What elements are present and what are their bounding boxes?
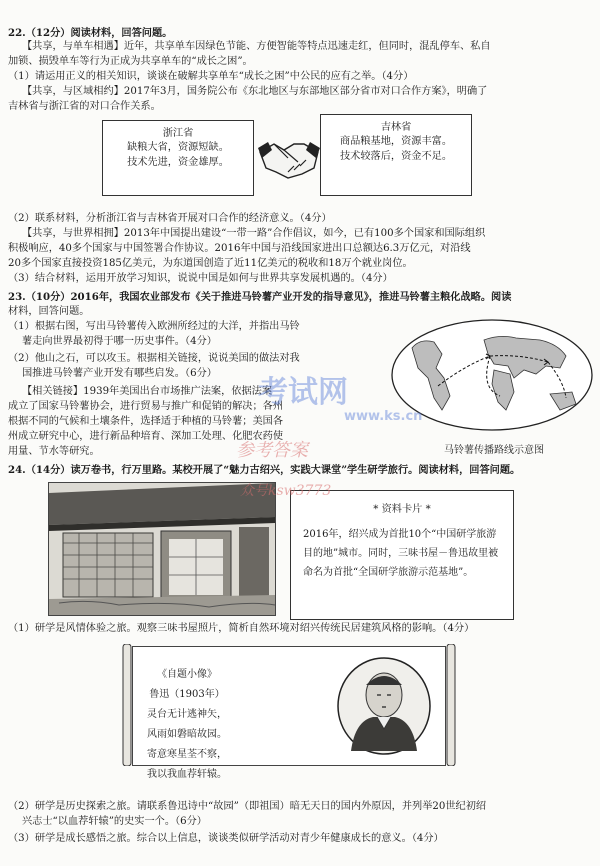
q22-header: 22.（12分）阅读材料，回答问题。 [8,27,173,39]
jilin-box [320,114,472,196]
jilin-line: 技术较落后，资金不足。 [339,150,453,162]
watermark-logo: 考试网 [258,375,348,410]
q23-question-2: 国推进马铃薯产业开发有哪些启发。（6分） [22,368,217,379]
q23-header-cont: 材料，回答问题。 [8,306,90,317]
zhejiang-line: 技术先进，资金雄厚。 [127,156,229,168]
scroll-rod-right [444,644,458,766]
zhejiang-title: 浙江省 [162,128,194,139]
poem-line: 我以我血荐轩辕。 [147,769,227,780]
zhejiang-line: 缺粮大省，资源短缺。 [127,142,229,154]
q22-para: 【共享，与区域相约】2017年3月，国务院公布《东北地区与东部地区部分省市对口合作方案》，明确了 [22,86,488,97]
watermark-url: www.ks.cn [344,409,423,424]
q22-question-2: （2）联系材料，分析浙江省与吉林省开展对口合作的经济意义。（4分） [8,213,332,224]
scroll-rod-left [120,644,134,766]
q23-header: 23.（10分）2016年，我国农业部发布《关于推进马铃薯产业开发的指导意见》，推进马铃薯主粮化战略。阅读 [8,291,512,303]
q24-question-3: （3）研学是成长感悟之旅。综合以上信息，谈谈类似研学活动对青少年健康成长的意义。（4分） [8,833,444,844]
q22-para: 吉林省与浙江省的对口合作关系。 [8,101,161,112]
q22-para: 积极响应，40多个国家与中国签署合作协议。2016年中国与沿线国家进出口总额达6.3万亿元，对沿线 [8,243,471,254]
watermark-text: 众号ksw3773 [240,483,332,499]
poem-author: 鲁迅（1903年） [149,689,225,700]
q24-header: 24.（14分）读万卷书，行万里路。某校开展了“魅力古绍兴，实践大课堂”学生研学旅行。阅读材料，回答问题。 [8,464,521,476]
card-body: 2016年，绍兴成为首批10个“中国研学旅游目的地”城市。同时，三味书屋－鲁迅故里被命名为首批“全国研学旅游示范基地”。 [303,529,499,579]
map-caption: 马铃薯传播路线示意图 [444,445,544,456]
poem-title: 《自题小像》 [157,669,217,680]
zhejiang-box [102,120,254,196]
related-link: 用量、节水等研究。 [8,446,100,457]
q22-para: 【共享，与单车相遇】近年，共享单车因绿色节能、方便智能等特点迅速走红，但同时，混乱停车、私自 [22,41,491,52]
q22-para: 20多个国家直接投资185亿美元，为东道国创造了近11亿美元的税收和18万个就业岗位。 [8,258,413,269]
q22-para: 加锁、损毁单车等行为正成为共享单车的“成长之困”。 [8,56,253,67]
poem-scroll [132,646,446,780]
related-link: 州成立研究中心，进行新品种培育、深加工处理、化肥农药使 [8,431,284,442]
card-title: * 资料卡片 * [373,504,431,515]
sanwei-shuwu-photo [48,482,276,616]
poem-line: 风雨如磐暗故园。 [147,729,227,740]
poem-line: 寄意寒星荃不察， [147,749,227,760]
poem-text [147,665,227,785]
q23-question-1: 薯走向世界最初得于哪一历史事件。（4分） [22,336,217,347]
watermark-text: 参考答案 [236,440,308,461]
q22-para: 【共享，与世界相拥】2013年中国提出建设“一带一路”合作倡议，如今，已有100多个国家和国际组织 [22,228,486,239]
jilin-line: 商品粮基地，资源丰富。 [339,136,453,148]
q24-question-1: （1）研学是风情体验之旅。观察三味书屋照片，简析自然环境对绍兴传统民居建筑风格的影响。（4分） [8,623,475,634]
related-link: 【相关链接】1939年美国出台市场推广法案，依据法案 [22,386,273,397]
q23-question-1: （1）根据右图，写出马铃薯传入欧洲所经过的大洋，并指出马铃 [8,321,300,332]
q24-question-2: 兴志士“以血荐轩辕”的史实一个。（6分） [22,816,207,827]
related-link: 成立了国家马铃薯协会，进行贸易与推广和促销的解决；各州 [8,401,284,412]
poem-line: 灵台无计逃神矢， [147,709,227,720]
jilin-title: 吉林省 [380,122,412,133]
related-link: 根据不同的气候和土壤条件，选择适于种植的马铃薯；美国各 [8,416,284,427]
info-card [290,490,514,620]
luxun-portrait [333,655,435,757]
q24-question-2: （2）研学是历史探索之旅。请联系鲁迅诗中“故园”（即祖国）暗无天日的国内外原因，并列举20世纪初绍 [8,801,487,812]
handshake-icon [258,128,320,188]
q22-question-1: （1）请运用正义的相关知识，谈谈在破解共享单车“成长之困”中公民的应有之举。（4分） [8,71,414,82]
q23-question-2: （2）他山之石，可以攻玉。根据相关链接，说说美国的做法对我 [8,353,300,364]
q22-question-3: （3）结合材料，运用开放学习知识，说说中国是如何与世界共享发展机遇的。（4分） [8,273,393,284]
